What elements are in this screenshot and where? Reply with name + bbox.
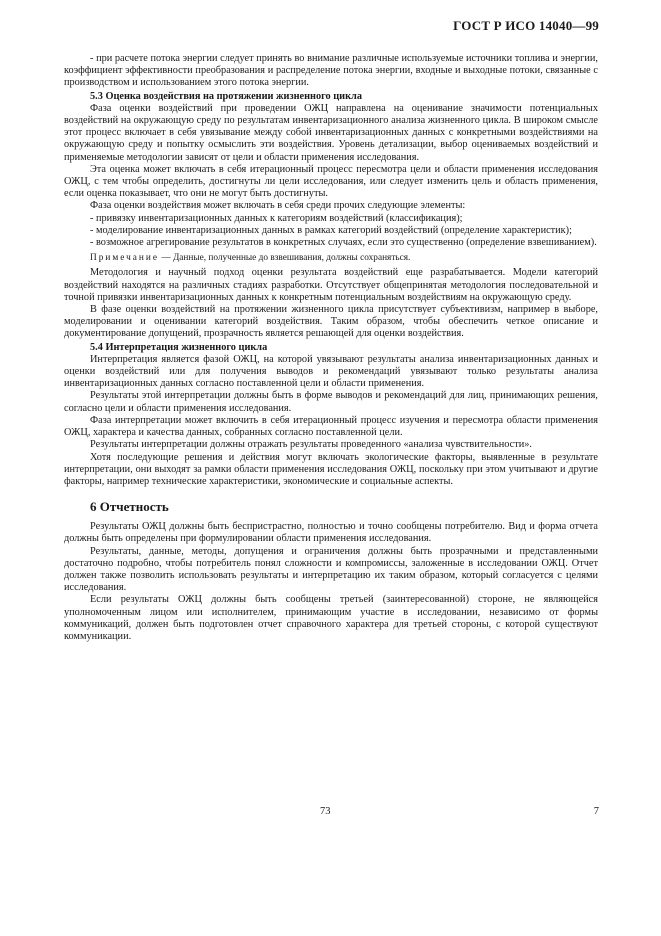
paragraph: Интерпретация является фазой ОЖЦ, на которой увязывают результаты анализа инвентаризационных данных и оценки воздействий или для получения выводов и рекомендаций увязывают только результаты анализа инвентаризационных данных согласно поставленной цели и области применения.	[64, 353, 598, 390]
section-heading-5-4: 5.4 Интерпретация жизненного цикла	[90, 341, 268, 353]
paragraph: Фаза оценки воздействий при проведении ОЖЦ направлена на оценивание значимости потенциальных воздействий на окружающую среду по результатам инвентаризационного анализа жизненного цикла. В широком смысле этот процесс включает в себя увязывание между собой инвентаризационных данных с конкретными воздействиями на окружающую среду и попытку осмыслить эти воздействия. Уровень детализации, выбор оцениваемых воздействий и применяемые методологии зависят от цели и области применения исследования.	[64, 102, 598, 163]
paragraph: Эта оценка может включать в себя итерационный процесс пересмотра цели и области применения исследования ОЖЦ, с тем чтобы определить, достигнуты ли цели исследования, или следует изменить цель и область применения, если оценка показывает, что они не могут быть достигнуты.	[64, 163, 598, 200]
paragraph: - при расчете потока энергии следует принять во внимание различные используемые источники топлива и энергии, коэффициент эффективности преобразования и распределение потока энергии, входные и выходные потоки, связанные с производством и использованием этого потока энергии.	[64, 53, 598, 89]
paragraph: Результаты интерпретации должны отражать результаты проведенного «анализа чувствительности».	[90, 439, 532, 451]
sheet-number: 7	[593, 806, 599, 817]
note	[64, 252, 598, 264]
paragraph: Хотя последующие решения и действия могут включать экологические факторы, выявленные в результате интерпретации, они выходят за рамки области применения исследования ОЖЦ, поскольку при этом учитывают и другие факторы, например технические характеристики, экономические и социальные аспекты.	[64, 451, 598, 487]
note-label: Примечание	[90, 253, 159, 264]
page-number: 73	[320, 806, 331, 817]
note-text: — Данные, полученные до взвешивания, должны сохраняться.	[159, 253, 411, 264]
standard-designation: ГОСТ Р ИСО 14040—99	[453, 18, 599, 33]
paragraph: Фаза оценки воздействия может включать в себя среди прочих следующие элементы:	[90, 200, 466, 212]
paragraph: В фазе оценки воздействий на протяжении жизненного цикла присутствует субъективизм, например в выборе, моделировании и оценивании категорий воздействия. Таким образом, чтобы обеспечить четкое описание и документирование допущений, прозрачность является решающей для оценки воздействия.	[64, 304, 598, 340]
list-item: - привязку инвентаризационных данных к категориям воздействий (классификация);	[90, 212, 463, 224]
paragraph: Если результаты ОЖЦ должны быть сообщены третьей (заинтересованной) стороне, не являющейся уполномоченным лицом или исполнителем, принимающим участие в исследовании, независимо от формы коммуникаций, должен быть подготовлен отчет справочного характера для третьей стороны, с которой существуют коммуникации.	[64, 594, 598, 642]
paragraph: Методология и научный подход оценки результата воздействий еще разрабатывается. Модели категорий воздействий находятся на различных стадиях разработки. Отсутствует общепринятая методология последовательной и точной привязки инвентаризационных данных к конкретным потенциальным воздействиям на окружающую среду.	[64, 267, 598, 303]
paragraph: Результаты, данные, методы, допущения и ограничения должны быть прозрачными и представленными достаточно подробно, чтобы потребитель понял сложности и компромиссы, заложенные в исследовании ОЖЦ. Отчет должен также позволить использовать результаты и интерпретацию их таким образом, который согласуется с целями исследования.	[64, 545, 598, 594]
list-item: - моделирование инвентаризационных данных в рамках категорий воздействий (определение характеристик);	[90, 224, 572, 236]
paragraph: Результаты этой интерпретации должны быть в форме выводов и рекомендаций для лиц, принимающих решения, согласно цели и области применения исследования.	[64, 390, 598, 414]
paragraph: Результаты ОЖЦ должны быть беспристрастно, полностью и точно сообщены потребителю. Вид и форма отчета должны быть определены при формулировании области применения исследования.	[64, 521, 598, 545]
section-heading-6: 6 Отчетность	[90, 499, 169, 515]
list-item: - возможное агрегирование результатов в конкретных случаях, если это существенно (определение взвешиванием).	[90, 237, 597, 249]
paragraph: Фаза интерпретации может включить в себя итерационный процесс изучения и пересмотра области применения ОЖЦ, характера и качества данных, собранных согласно поставленной цели.	[64, 414, 598, 439]
section-heading-5-3: 5.3 Оценка воздействия на протяжении жизненного цикла	[90, 90, 362, 102]
page-body	[64, 53, 598, 643]
